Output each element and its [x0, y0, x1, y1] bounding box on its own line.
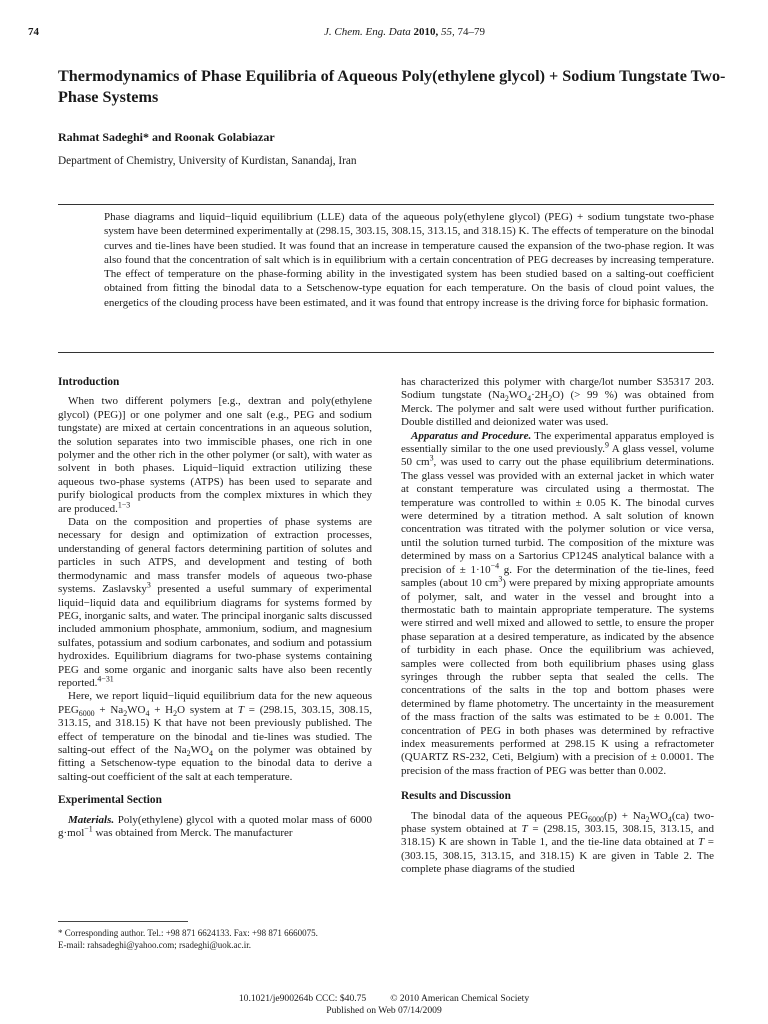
running-header — [28, 26, 746, 42]
reference-superscript: 4−31 — [97, 674, 114, 684]
reference-superscript: 1−3 — [117, 500, 131, 509]
abstract-bottom-rule — [58, 352, 714, 353]
results-paragraph: The binodal data of the aqueous $PEG_{6000}(p) + Na_2WO_4(ca)$ two-phase system obtained at T = (298.15, 303.15, 308.15, 313.15, and 318.15) K are shown in Table 1, and the tie-line data obtained at T = (303.15, 308.15, 313.15, and 318.15) K are given in Table 2. The complete phase diagrams of the studied — [401, 809, 714, 876]
intro-paragraph-1: When two different polymers [e.g., dextran and poly(ethylene glycol) (PEG)] or one polymer and one salt (e.g., PEG and sodium tungstate) are mixed at certain concentrations in an aqueous solution, the solution separates into two immiscible phases, one rich in one polymer and the other rich in the other polymer (or salt), with water as solvent in both phases. Liquid−liquid extraction utilizing these aqueous two-phase systems (ATPS) has been used to separate and purify biological products from the complex mixtures in which they are produced.$^{1-3}$ — [58, 395, 372, 515]
results-heading: Results and Discussion — [401, 790, 511, 803]
footnote-email: E-mail: rahsadeghi@yahoo.com; rsadeghi@uok.ac.ir. — [58, 939, 252, 950]
intro-paragraph-3: Here, we report liquid−liquid equilibrium data for the new aqueous $PEG_{6000} + Na_2WO_4 + H_2O$ system at T = (298.15, 303.15, 308.15, 313.15, and 318.15) K that have not been previously published. The effect of temperature on the binodal and tie-lines was studied. The salting-out effect of the $Na_2WO_4$ on the polymer was obtained by fitting a Setschenow-type equation to the binodal data to derive a salting-out coefficient of the salt at each temperature. — [58, 690, 372, 783]
abstract-top-rule — [58, 204, 714, 205]
left-column — [58, 376, 372, 840]
materials-paragraph: Materials. Poly(ethylene) glycol with a quoted molar mass of 6000 g·mol$^{-1}$ was obtained from Merck. The manufacturer — [58, 813, 372, 839]
footer-line-1 — [0, 993, 768, 1005]
footnote-rule — [58, 921, 188, 922]
reference-superscript: 3 — [146, 580, 151, 590]
journal-citation — [324, 26, 485, 38]
page-footer — [0, 993, 768, 1017]
paper-title: Thermodynamics of Phase Equilibria of Aqueous Poly(ethylene glycol) + Sodium Tungstate Two-Phase Systems — [58, 67, 726, 106]
doi: 10.1021/je900264b CCC: $40.75 — [238, 993, 367, 1004]
materials-label: Materials. — [68, 813, 115, 826]
corresponding-author-footnote — [58, 928, 372, 951]
authors: Rahmat Sadeghi* and Roonak Golabiazar — [58, 130, 275, 144]
right-column — [401, 376, 714, 877]
published-date: Published on Web 07/14/2009 — [326, 1005, 442, 1016]
footnote-contact: * Corresponding author. Tel.: +98 871 6624133. Fax: +98 871 6660075. — [58, 928, 318, 938]
experimental-heading: Experimental Section — [58, 794, 162, 807]
intro-paragraph-2: Data on the composition and properties of phase systems are necessary for design and optimization of extraction processes, understanding of general factors determining partition of solutes and particles in such ATPS, and development and testing of both thermodynamic and mass transfer models of aqueous two-phase systems. Zaslavsky$^3$ presented a useful summary of experimental liquid−liquid data and equilibrium diagrams for systems formed by PEG, inorganic salts, and water. The principal inorganic salts discussed included ammonium phosphate, ammonium, sodium, and magnesium sulfates, potassium and sodium carbonates, and sodium and potassium hydroxides. Equilibrium diagrams for two-phase systems containing PEG and some organic and inorganic salts have also been recently reported.$^{4-31}$ — [58, 516, 372, 689]
journal-pages: 74–79 — [457, 26, 486, 38]
reference-superscript: 9 — [605, 440, 609, 450]
journal-name: J. Chem. Eng. Data — [324, 26, 411, 38]
copyright: © 2010 American Chemical Society — [390, 993, 530, 1004]
page-number: 74 — [28, 26, 39, 38]
abstract: Phase diagrams and liquid−liquid equilibrium (LLE) data of the aqueous poly(ethylene glycol) (PEG) + sodium tungstate two-phase system have been determined experimentally at (298.15, 303.15, 308.15, 313.15, and 318.15) K. The effects of temperature on the binodal curves and tie-lines have been studied. It was found that an increase in temperature caused the expansion of the two-phase region. It was also found that the concentration of salt which is in equilibrium with a certain concentration of PEG decreases by increasing temperature. The effect of temperature on the phase-forming ability in the investigated system has been studied based on a salting-out coefficient obtained from fitting the binodal data to a Setschenow-type equation for each temperature. On the basis of cloud point values, the energetics of the clouding process have been estimated, and it was found that entropy increase is the driving force for biphasic formation. — [104, 211, 714, 309]
apparatus-label: Apparatus and Procedure. — [411, 429, 532, 442]
materials-continued-paragraph: has characterized this polymer with charge/lot number S35317 203. Sodium tungstate $(Na_2WO_4\cdot 2H_2O)$ (> 99 %) was obtained from Merck. The polymer and salt were used without further purification. Double distilled and deionized water was used. — [401, 376, 715, 429]
journal-volume: 55, — [441, 26, 455, 38]
affiliation: Department of Chemistry, University of Kurdistan, Sanandaj, Iran — [58, 155, 357, 167]
introduction-heading: Introduction — [58, 376, 120, 388]
apparatus-paragraph: Apparatus and Procedure. The experimental apparatus employed is essentially similar to the one used previously.$^9$ A glass vessel, volume 50 $cm^3$, was used to carry out the phase equilibrium determinations. The glass vessel was provided with an external jacket in which water at constant temperature was circulated using a thermostat. The temperature was controlled to within ± 0.05 K. The binodal curves were determined by a titration method. A salt solution of known concentration was titrated with the polymer solution or vice versa, until the solution turned turbid. The composition of the mixture was determined by mass on a Sartorius CP124S analytical balance with a precision of ± $1\cdot 10^{-4}$ g. For the determination of the tie-lines, feed samples (about 10 $cm^3$) were prepared by mixing appropriate amounts of polymer, salt, and water in the vessel and brought into a thermostatic bath to maintain appropriate temperature. The systems were stirred and well mixed and allowed to settle, to ensure the proper phase separation at a desired temperature, as indicated by the absence of turbidity in each phase. Once the equilibrium was achieved, samples were collected from both equilibrium phases using glass syringes through the rubber septa that sealed the cells. The concentrations of the salts in the top and bottom phases were determined by flame photometry. The uncertainty in the measurement of the mass fraction of the salts was estimated to be ± 0.001. The concentration of PEG in both phases was determined by refractive index measurements performed at 298.15 K using a refractometer (QUARTZ RS-232, Ceti, Belgium) with a precision of ± 0.0001. The precision of the mass fraction of PEG was better than 0.002. — [401, 429, 715, 777]
journal-year: 2010, — [413, 26, 439, 38]
